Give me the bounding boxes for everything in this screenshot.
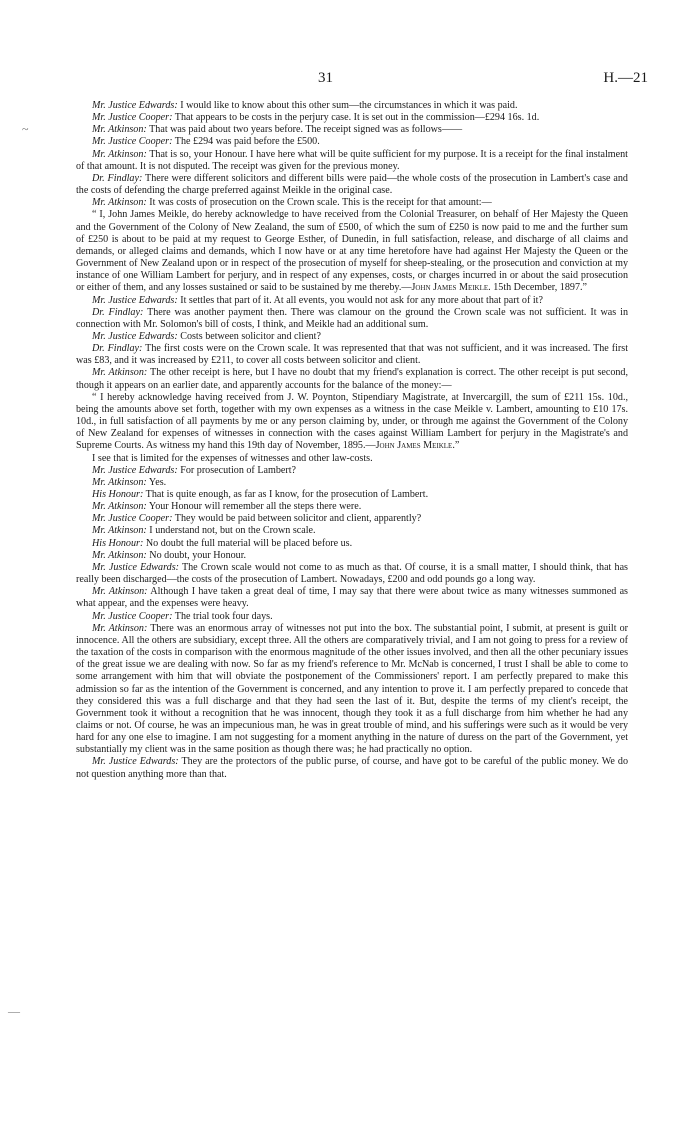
paragraph-text: “ I hereby acknowledge having received from J. W. Poynton, Stipendiary Magistrate, at Invercargill, the sum of £211 15s. 10d., being the amounts above set forth, together with my own expenses as a witness in the case Meikle v. Lambert, amounting to £10 17s. 10d., in full satisfaction of all payments by me or any person claiming by, under, or through me against the Government of the Colony of New Zealand for expenses of witnesses in connection with the cases against William Lambert for perjury in the Magistrate's and Supreme Courts. As witness my hand this 19th day of November, 1895.— [76, 391, 628, 452]
document-reference: H.—21 [603, 70, 648, 86]
speaker-label: Mr. Justice Edwards: [92, 464, 178, 476]
paragraph-text: It settles that part of it. At all events, you would not ask for any more about that part of it? [177, 294, 543, 306]
speaker-label: His Honour: [92, 537, 144, 549]
paragraph-text: There was another payment then. There was clamour on the ground the Crown scale was not sufficient. It was in connection with Mr. Solomon's bill of costs, I think, and Meikle had an additional sum. [76, 306, 628, 330]
speaker-label: Mr. Atkinson: [92, 501, 147, 513]
speaker-label: Mr. Justice Edwards: [92, 330, 178, 342]
paragraph [76, 112, 628, 124]
paragraph [76, 489, 628, 501]
paragraph [76, 197, 628, 209]
paragraph-text: There were different solicitors and different bills were paid—the whole costs of the prosecution in Lambert's case and the costs of defending the charge preferred against Meikle in the original case. [76, 172, 628, 197]
paragraph [76, 392, 628, 453]
paragraph-text: I understand not, but on the Crown scale. [146, 525, 316, 537]
paragraph [76, 477, 628, 489]
paragraph-text: The £294 was paid before the £500. [172, 136, 320, 148]
paragraph [76, 343, 628, 367]
speaker-label: Mr. Justice Edwards: [92, 756, 179, 768]
paragraph [76, 586, 628, 610]
paragraph [76, 136, 628, 148]
paragraph-text: I would like to know about this other sum—the circumstances in which it was paid. [177, 100, 518, 111]
margin-mark: — [8, 1004, 20, 1018]
paragraph-text: That was paid about two years before. The receipt signed was as follows—— [146, 124, 463, 136]
paragraph [76, 307, 628, 331]
paragraph [76, 538, 628, 550]
paragraph [76, 149, 628, 173]
paragraph-text: No doubt the full material will be placed before us. [143, 537, 353, 549]
paragraph [76, 611, 628, 623]
signature-name: John James Meikle [411, 282, 489, 294]
speaker-label: Mr. Justice Cooper: [92, 112, 173, 124]
paragraph-text: Although I have taken a great deal of time, I may say that there were about twice as many witnesses summoned as what appear, and the expenses were heavy. [76, 586, 628, 610]
paragraph [76, 550, 628, 562]
paragraph-text: The trial took four days. [172, 610, 273, 622]
speaker-label: Dr. Findlay: [92, 172, 143, 184]
speaker-label: Mr. Atkinson: [92, 549, 147, 561]
paragraph [76, 295, 628, 307]
speaker-label: Mr. Justice Edwards: [92, 100, 178, 111]
speaker-label: Mr. Justice Edwards: [92, 294, 178, 306]
paragraph-text: Your Honour will remember all the steps there were. [146, 501, 362, 513]
speaker-label: Dr. Findlay: [92, 306, 144, 318]
speaker-label: Mr. Atkinson: [92, 148, 147, 160]
paragraph-text: “ I, John James Meikle, do hereby acknowledge to have received from the Colonial Treasurer, on behalf of Her Majesty the Queen and the Government of the Colony of New Zealand, the sum of £500, of which the sum of £250 is now paid to me and the further sum of £250 is about to be paid at my request to George Esther, of Dunedin, in full satisfaction, release, and discharge of all claims and demands, or alleged claims and demands, which I now have or at any time heretofore have had against Her Majesty the Queen or the Government of New Zealand upon or in respect of the prosecution of myself for sheep-stealing, or the prosecution and conviction at my instance of one William Lambert for perjury, and in respect of any expenses, costs, or charges incurred in or about the said prosecution or either of them, and any losses sustained or said to be sustained by me thereby.— [76, 209, 628, 294]
speaker-label: Mr. Atkinson: [92, 622, 148, 634]
speaker-label: Mr. Justice Edwards: [92, 561, 179, 573]
speaker-label: His Honour: [92, 489, 144, 500]
paragraph [76, 513, 628, 525]
speaker-label: Mr. Atkinson: [92, 525, 147, 537]
speaker-label: Mr. Atkinson: [92, 124, 147, 136]
speaker-label: Mr. Justice Cooper: [92, 513, 173, 525]
speaker-label: Mr. Justice Cooper: [92, 136, 173, 148]
paragraph-text: For prosecution of Lambert? [177, 464, 296, 476]
paragraph [76, 173, 628, 197]
paragraph [76, 331, 628, 343]
paragraph-text: There was an enormous array of witnesses not put into the box. The substantial point, I submit, at present is guilt or innocence. All the others are subsidiary, except three. All the others are comparatively trivial, and I am not going to press for a review of the taxation of the costs in comparison with the enormous magnitude of the other issues involved, and then all the other pecuniary issues of the great issue we are dealing with now. So far as my friend's reference to Mr. McNab is concerned, I trust I shall be able to come to some arrangement with him that will obviate the postponement of the Commissioners' report. I am perfectly prepared to make this admission so far as the intention of the Government is concerned, and any intention to prove it. I am perfectly prepared to concede that they considered this was a full discharge and that they had seen the last of it. But, despite the terms of my client's receipt, the Government took it without a recognition that he was innocent, though they took it as a full discharge from him whether he had any claims or not. Of course, he was an impecunious man, he was in great trouble of mind, and his sufferings were such as it would be very hard for any one else to imagine. I am not suggesting for a moment anything in the nature of duress on the part of the Government, yet substantially my client was in the same position as though there was; he had practically no option. [76, 622, 628, 756]
paragraph [76, 124, 628, 136]
paragraph [76, 453, 628, 465]
margin-mark: ~ [22, 122, 29, 136]
paragraph [76, 562, 628, 586]
paragraph [76, 367, 628, 391]
speaker-label: Mr. Atkinson: [92, 197, 147, 209]
paragraph-text: No doubt, your Honour. [146, 549, 247, 561]
paragraph [76, 209, 628, 294]
speaker-label: Dr. Findlay: [92, 343, 143, 355]
paragraph-text: The first costs were on the Crown scale. It was represented that that was not sufficient, and it was increased. The first was £83, and it was increased by £211, to cover all costs between solicitor and client. [76, 343, 628, 367]
paragraph [76, 501, 628, 513]
signature-name: John James Meikle [375, 440, 453, 452]
paragraph-text: Costs between solicitor and client? [177, 330, 321, 342]
speaker-label: Mr. Atkinson: [92, 476, 147, 488]
page-number: 31 [318, 70, 333, 86]
paragraph-tail: . 15th December, 1897.” [488, 282, 587, 294]
speaker-label: Mr. Justice Cooper: [92, 610, 173, 622]
speaker-label: Mr. Atkinson: [92, 367, 148, 379]
paragraph-text: It was costs of prosecution on the Crown scale. This is the receipt for that amount:— [146, 197, 492, 209]
paragraph-text: That is so, your Honour. I have here what will be quite sufficient for my purpose. It is a receipt for the final instalment of that amount. It is not disputed. The receipt was given for the previous money. [76, 148, 628, 172]
speaker-label: Mr. Atkinson: [92, 586, 148, 598]
paragraph-text: They would be paid between solicitor and client, apparently? [172, 513, 422, 525]
paragraph-text: They are the protectors of the public purse, of course, and have got to be careful of the public money. We do not question anything more than that. [76, 756, 628, 780]
paragraph [76, 623, 628, 757]
paragraph [76, 465, 628, 477]
page-header [0, 70, 700, 90]
paragraph-text: I see that is limited for the expenses of witnesses and other law-costs. [92, 452, 373, 464]
paragraph [76, 100, 628, 112]
paragraph-text: The Crown scale would not come to as much as that. Of course, it is a small matter, I should think, that has really been discharged—the costs of the prosecution of Lambert. Nowadays, £200 and odd pounds go a long way. [76, 561, 628, 586]
paragraph [76, 525, 628, 537]
paragraph-text: The other receipt is here, but I have no doubt that my friend's explanation is correct. The other receipt is put second, though it appears on an earlier date, and apparently accounts for the balance of the money:— [76, 367, 628, 391]
transcript-body [76, 100, 628, 781]
paragraph-text: That appears to be costs in the perjury case. It is set out in the commission—£294 16s. 1d. [172, 112, 540, 124]
paragraph-text: Yes. [146, 476, 167, 488]
paragraph-tail: .” [452, 440, 460, 452]
paragraph [76, 756, 628, 780]
paragraph-text: That is quite enough, as far as I know, for the prosecution of Lambert. [143, 489, 429, 500]
